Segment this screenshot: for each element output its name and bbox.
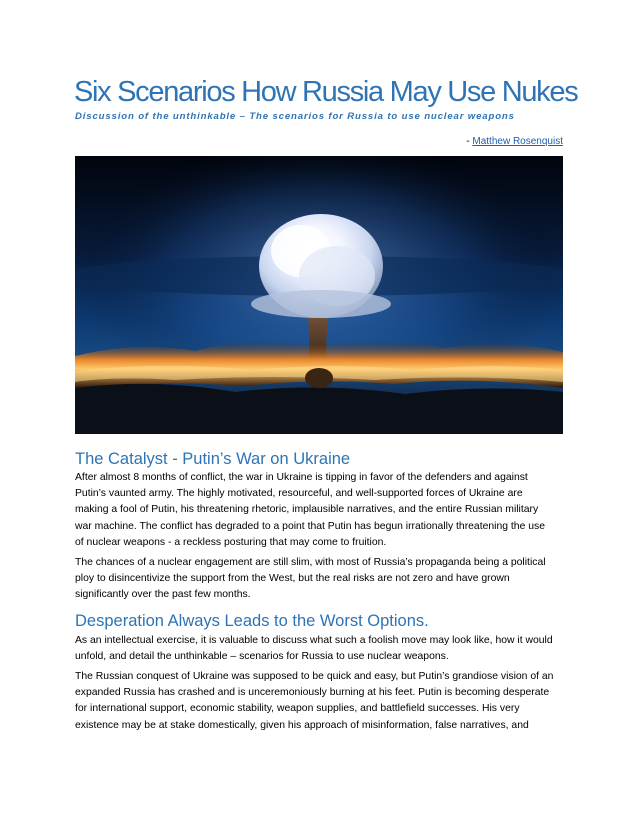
paragraph-line: The chances of a nuclear engagement are still slim, with most of Russia’s propaganda being a political [75,557,546,568]
paragraph [75,633,565,665]
paragraph-line: making a fool of Putin, his threatening rhetoric, implausible narratives, and the entire Russian military [75,504,539,516]
document-subtitle: Discussion of the unthinkable – The scenarios for Russia to use nuclear weapons [75,111,515,122]
byline-prefix: - [466,136,473,147]
paragraph-line: The Russian conquest of Ukraine was supposed to be quick and easy, but Putin’s grandiose vision of an [75,671,554,682]
paragraph [75,555,565,604]
paragraph-line: ploy to disincentivize the support from the West, but the real risks are not zero and have grown [75,573,510,585]
section-heading-catalyst: The Catalyst - Putin’s War on Ukraine [75,450,351,468]
author-link[interactable]: Matthew Rosenquist [472,136,563,147]
paragraph-line: existence may be at stake domestically, given his approach of misinformation, false narratives, and [75,719,529,731]
byline [466,136,563,147]
section-heading-desperation: Desperation Always Leads to the Worst Options. [75,612,429,630]
document-title: Six Scenarios How Russia May Use Nukes [74,76,578,108]
paragraph-line: As an intellectual exercise, it is valuable to discuss what such a foolish move may look like, how it would [75,635,553,646]
paragraph-line: unfold, and detail the unthinkable – scenarios for Russia to use nuclear weapons. [75,651,449,663]
paragraph-line: expanded Russia has crashed and is unceremoniously burning at his feet. Putin is becoming desperate [75,687,550,699]
paragraph [75,470,565,551]
paragraph [75,669,565,734]
paragraph-line: Putin’s vaunted army. The highly motivated, resourceful, and well-supported forces of Ukraine are [75,488,523,500]
paragraph-line: significantly over the past few months. [75,589,251,601]
paragraph-line: for international support, economic stability, weapon supplies, and battlefield successes. His very [75,703,520,715]
paragraph-line: of nuclear weapons - a reckless posturing that may come to fruition. [75,536,387,548]
hero-image-mushroom-cloud [75,156,563,434]
paragraph-line: After almost 8 months of conflict, the war in Ukraine is tipping in favor of the defenders and against [75,472,528,483]
paragraph-line: war machine. The conflict has degraded to a point that Putin has begun irrationally threatening the use [75,520,545,532]
